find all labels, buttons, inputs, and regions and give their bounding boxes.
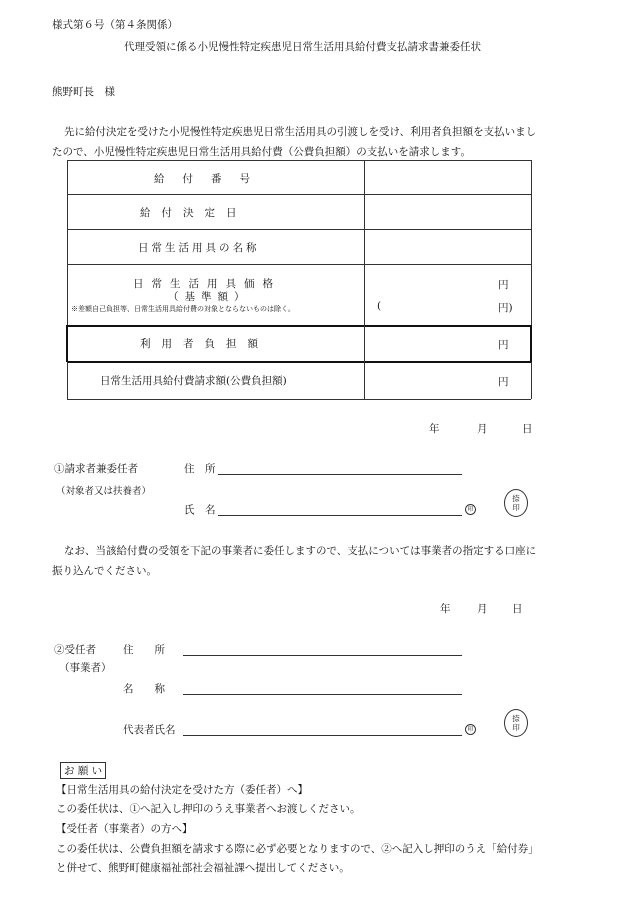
date-day-label: 日 <box>522 423 533 435</box>
business-name-field[interactable] <box>183 694 462 695</box>
stamp-mark: 印 <box>465 504 476 515</box>
request-text-delegate-1: この委任状は、公費負担額を請求する際に必ず必要となりますので、②へ記入し押印のうえ「給付券」 <box>56 843 539 855</box>
yen-unit: 円 <box>498 279 509 291</box>
date-year-label: 年 <box>440 603 451 615</box>
paren-open: ( <box>377 300 382 312</box>
request-text-delegate-2: と併せて、熊野町健康福祉部社会福祉課へ提出してください。 <box>56 862 350 874</box>
representative-label: 代表者氏名 <box>123 724 176 736</box>
request-heading: お 願 い <box>60 762 106 779</box>
row-note-exclusion: ※差額自己負担等、日常生活用具給付費の対象とならないものは除く。 <box>71 305 295 313</box>
business-name-label: 名 称 <box>123 683 165 695</box>
form-number: 様式第６号（第４条関係） <box>52 19 178 31</box>
date-month-label: 月 <box>477 423 488 435</box>
delegation-line-2: 振り込んでください。 <box>52 565 157 577</box>
delegation-line-1: なお、当該給付費の受領を下記の事業者に委任しますので、支払については事業者の指定する口座に <box>64 545 537 557</box>
claimant-label: ①請求者兼委任者 <box>54 463 138 475</box>
yen-unit: 円 <box>498 376 509 388</box>
address-label: 住 所 <box>184 463 216 475</box>
delegate-sublabel: （事業者） <box>59 662 112 674</box>
row-label-equipment-price: 日常生活用具価格 <box>133 278 281 290</box>
row-label-claim-amount: 日常生活用具給付費請求額(公費負担額) <box>100 375 287 387</box>
intro-line-2: たので、小児慢性特定疾患児日常生活用具給付費（公費負担額）の支払いを請求します。 <box>52 146 471 158</box>
business-address-label: 住 所 <box>123 644 165 656</box>
request-heading-delegate: 【受任者（事業者）の方へ】 <box>56 823 193 835</box>
seal-char-1: 捺 <box>512 714 520 723</box>
seal-placeholder[interactable] <box>504 709 528 737</box>
date-day-label: 日 <box>512 603 523 615</box>
stamp-mark: 印 <box>465 724 476 735</box>
date-month-label: 月 <box>477 603 488 615</box>
delegate-label: ②受任者 <box>54 644 96 656</box>
seal-char-1: 捺 <box>512 494 520 503</box>
row-label-benefit-number: 給付番号 <box>154 173 268 185</box>
seal-char-2: 印 <box>512 723 520 732</box>
row-label-user-burden: 利用者負担額 <box>140 338 269 350</box>
request-heading-delegator: 【日常生活用具の給付決定を受けた方（委任者）へ】 <box>56 784 308 796</box>
row-label-decision-date: 給付決定日 <box>140 207 248 219</box>
claimant-sublabel: （対象者又は扶養者） <box>56 486 152 497</box>
seal-placeholder[interactable] <box>504 489 528 517</box>
row-label-equipment-name: 日常生活用具の名称 <box>138 242 260 254</box>
row-label-standard-amount: （基準額） <box>168 291 251 303</box>
addressee: 熊野町長 様 <box>52 86 115 98</box>
intro-line-1: 先に給付決定を受けた小児慢性特定疾患児日常生活用具の引渡しを受け、利用者負担額を支払いまし <box>64 126 537 138</box>
yen-unit: 円 <box>498 339 509 351</box>
name-label: 氏 名 <box>184 504 216 516</box>
date-year-label: 年 <box>429 423 440 435</box>
request-text-delegator: この委任状は、①へ記入し押印のうえ事業者へお渡しください。 <box>56 803 361 815</box>
address-field[interactable] <box>218 474 462 475</box>
document-title: 代理受領に係る小児慢性特定疾患児日常生活用具給付費支払請求書兼委任状 <box>124 41 481 53</box>
representative-field[interactable] <box>183 735 462 736</box>
yen-unit-paren: 円) <box>498 302 513 314</box>
seal-char-2: 印 <box>512 503 520 512</box>
business-address-field[interactable] <box>183 655 462 656</box>
name-field[interactable] <box>218 515 462 516</box>
